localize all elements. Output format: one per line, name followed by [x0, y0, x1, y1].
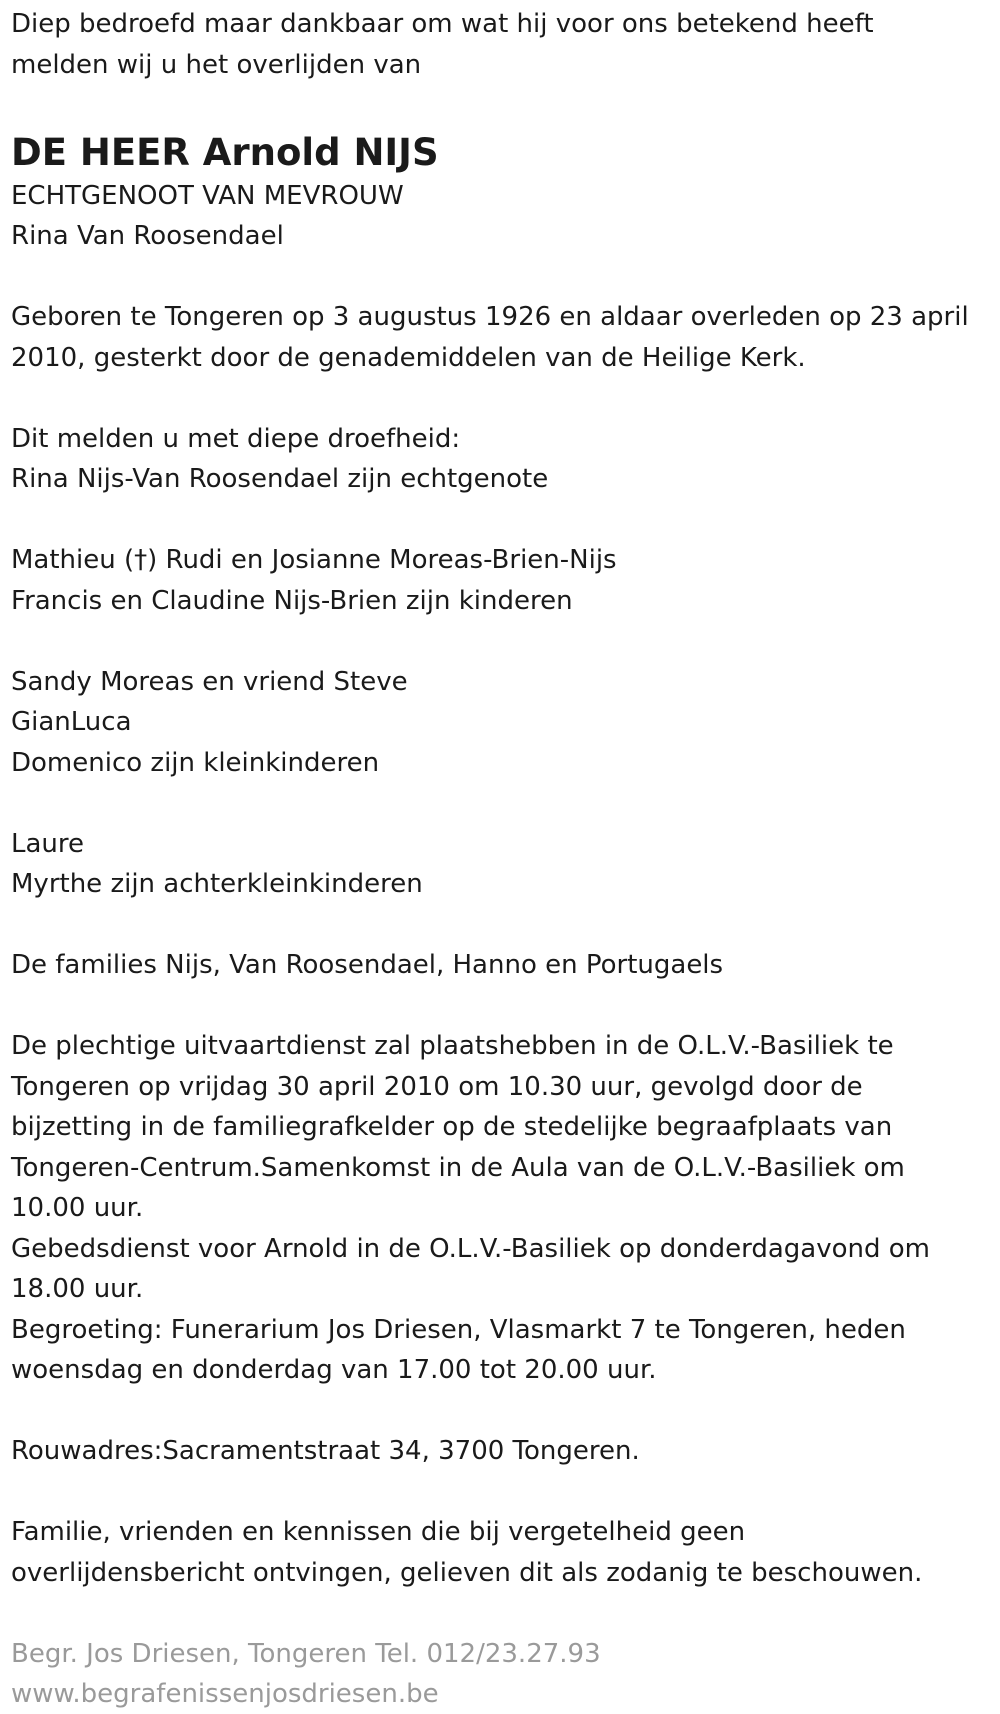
children-line-1: Mathieu (†) Rudi en Josianne Moreas-Brien-Nijs: [11, 545, 617, 575]
service-line-7: 18.00 uur.: [11, 1274, 144, 1304]
intro-line-1: Diep bedroefd maar dankbaar om wat hij voor ons betekend heeft: [11, 9, 874, 39]
spacer: [11, 500, 989, 541]
spacer: [11, 621, 989, 662]
intro-line-2: melden wij u het overlijden van: [11, 49, 422, 80]
spacer: [11, 1391, 989, 1432]
grandchildren-line-3: Domenico zijn kleinkinderen: [11, 747, 380, 778]
birth-death-line-1: Geboren te Tongeren op 3 augustus 1926 en aldaar overleden op 23 april: [11, 302, 969, 332]
spacer: [11, 905, 989, 946]
spacer: [11, 257, 989, 298]
service-line-9: woensdag en donderdag van 17.00 tot 20.00 uur.: [11, 1355, 657, 1385]
great-grandchildren-line-2: Myrthe zijn achterkleinkinderen: [11, 869, 423, 899]
spacer: [11, 1593, 989, 1634]
announcers-line-2: Rina Nijs-Van Roosendael zijn echtgenote: [11, 464, 549, 494]
spacer: [11, 85, 989, 126]
families-line: De families Nijs, Van Roosendael, Hanno en Portugaels: [11, 950, 724, 980]
service-line-3: bijzetting in de familiegrafkelder op de stedelijke begraafplaats van: [11, 1112, 893, 1142]
deceased-spouse: Rina Van Roosendael: [11, 221, 284, 251]
undertaker-credit: Begr. Jos Driesen, Tongeren Tel. 012/23.27.93: [11, 1638, 601, 1669]
children-line-2: Francis en Claudine Nijs-Brien zijn kinderen: [11, 585, 573, 616]
undertaker-website: www.begrafenissenjosdriesen.be: [11, 1678, 439, 1709]
spacer: [11, 783, 989, 824]
address-line: Rouwadres:Sacramentstraat 34, 3700 Tongeren.: [11, 1436, 640, 1466]
closing-line-1: Familie, vrienden en kennissen die bij vergetelheid geen: [11, 1517, 746, 1547]
deceased-name: DE HEER Arnold NIJS: [11, 130, 439, 174]
birth-death-line-2: 2010, gesterkt door de genademiddelen van de Heilige Kerk.: [11, 342, 806, 373]
grandchildren-line-2: GianLuca: [11, 707, 132, 737]
spacer: [11, 986, 989, 1027]
spacer: [11, 378, 989, 419]
service-line-6: Gebedsdienst voor Arnold in de O.L.V.-Basiliek op donderdagavond om: [11, 1233, 931, 1264]
closing-line-2: overlijdensbericht ontvingen, gelieven dit als zodanig te beschouwen.: [11, 1557, 923, 1588]
announcers-line-1: Dit melden u met diepe droefheid:: [11, 423, 461, 454]
service-line-5: 10.00 uur.: [11, 1193, 144, 1223]
great-grandchildren-line-1: Laure: [11, 828, 85, 859]
deceased-relation: ECHTGENOOT VAN MEVROUW: [11, 180, 404, 211]
spacer: [11, 1472, 989, 1513]
grandchildren-line-1: Sandy Moreas en vriend Steve: [11, 666, 408, 697]
service-line-2: Tongeren op vrijdag 30 april 2010 om 10.30 uur, gevolgd door de: [11, 1071, 863, 1102]
service-line-8: Begroeting: Funerarium Jos Driesen, Vlasmarkt 7 te Tongeren, heden: [11, 1314, 906, 1345]
service-line-1: De plechtige uitvaartdienst zal plaatshebben in de O.L.V.-Basiliek te: [11, 1031, 894, 1061]
service-line-4: Tongeren-Centrum.Samenkomst in de Aula van de O.L.V.-Basiliek om: [11, 1152, 905, 1183]
